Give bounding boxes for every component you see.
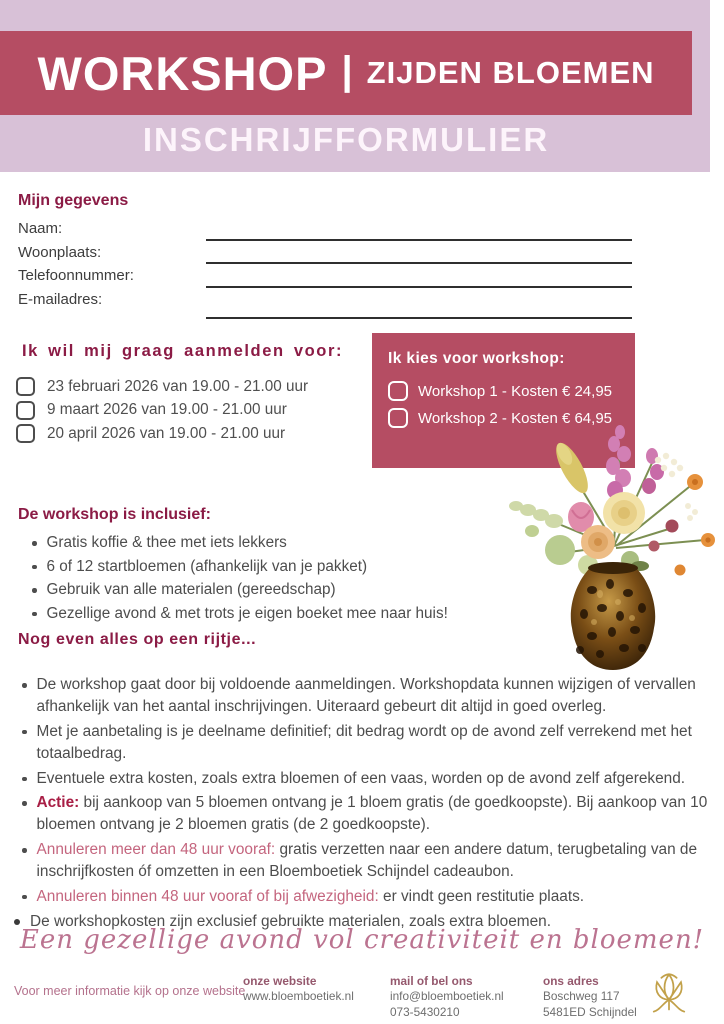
summary-heading: Nog even alles op een rijtje... [18,631,257,648]
form-field-row [18,264,632,288]
bullet-dot [22,801,27,806]
fill-in-line[interactable] [206,250,632,264]
flower-bouquet-image [502,418,724,674]
list-item-rest: bij aankoop van 5 bloemen ontvang je 1 bloem gratis (de goedkoopste). Bij aankoop van 10 bloemen ontvang je 2 bloemen gratis (de 2 goedkoopste). [36,794,708,834]
included-section [18,506,518,628]
bullet-dot [32,588,37,593]
list-item-text: Gezellige avond & met trots je eigen boeket mee naar huis! [46,604,448,622]
list-item-rest: Met je aanbetaling is je deelname definitief; dit bedrag wordt op de avond zelf verrekend met het totaalbedrag. [36,722,692,762]
list-item-lead: Annuleren meer dan 48 uur vooraf: [36,841,276,859]
list-item [22,674,714,718]
list-item [22,792,714,836]
date-checkbox[interactable] [16,401,35,420]
title-main: WORKSHOP [37,46,328,100]
personal-details-fields [18,217,632,311]
field-label: Woonplaats: [18,243,102,261]
workshop-choice-heading: Ik kies voor workshop: [388,350,565,367]
list-item [32,580,518,601]
list-item-rest: De workshopkosten zijn exclusief gebruikte materialen, zoals extra bloemen. [30,912,551,930]
form-field-row [18,288,632,312]
summary-section-heading-wrap [18,631,256,649]
list-item-text: Gebruik van alle materialen (gereedschap) [46,581,336,599]
bullet-dot [22,730,27,735]
included-heading: De workshop is inclusief: [18,506,211,523]
date-checkbox[interactable] [16,377,35,396]
workshop-option-label: Workshop 1 - Kosten € 24,95 [418,382,613,400]
bullet-dot [14,919,20,925]
list-item-rest: gratis verzetten naar een andere datum, terugbetaling van de inschrijfkosten óf omzetten in een Bloemboetiek Schijndel cadeaubon. [36,841,698,880]
footer-column-line[interactable]: info@bloemboetiek.nl [390,989,504,1004]
date-checkbox[interactable] [16,424,35,443]
field-label: Naam: [18,220,63,238]
bullet-dot [22,848,27,853]
list-item [22,839,714,883]
fill-in-line[interactable] [206,227,632,241]
workshop-checkbox[interactable] [388,408,408,428]
field-label: Telefoonnummer: [18,267,134,285]
title-separator: | [341,48,353,93]
signup-dates-heading: Ik wil mij graag aanmelden voor: [22,342,344,360]
date-option-label: 9 maart 2026 van 19.00 - 21.00 uur [47,401,287,418]
list-item [22,886,714,908]
list-item-text: 6 of 12 startbloemen (afhankelijk van je pakket) [46,557,368,575]
bullet-dot [22,777,27,782]
list-item-rest: er vindt geen restitutie plaats. [378,887,585,905]
footer-column-line[interactable]: www.bloemboetiek.nl [243,989,354,1004]
footer-column-label: ons adres [543,974,599,988]
list-item-lead: Annuleren binnen 48 uur vooraf of bij afwezigheid: [36,887,379,905]
personal-details-section [18,192,632,311]
summary-list [22,674,714,936]
footer-column [390,974,543,1020]
list-item [22,768,714,790]
form-field-row [18,241,632,265]
list-item [32,533,518,554]
tagline-script-text: Een gezellige avond vol creativiteit en bloemen! [19,925,705,955]
date-option-label: 20 april 2026 van 19.00 - 21.00 uur [47,424,286,442]
list-item-rest: Eventuele extra kosten, zoals extra bloemen of een vaas, worden op de avond zelf afgerekend. [36,769,686,787]
footer-column [243,974,390,1020]
list-item-text [37,886,585,908]
included-list [32,533,518,625]
date-option-row [16,401,362,420]
fill-in-line[interactable] [206,315,632,319]
list-item-text [37,721,715,765]
title-sub: ZIJDEN BLOEMEN [366,55,655,90]
personal-details-heading: Mijn gegevens [18,192,129,209]
footer-column-line[interactable]: 073-5430210 [390,1004,460,1019]
list-item-text [37,768,686,790]
footer-info-text: Voor meer informatie kijk op onze website [14,984,246,998]
workshop-option-row [388,381,619,401]
footer-column-line: 5481ED Schijndel [543,1004,637,1019]
date-option-label: 23 februari 2026 van 19.00 - 21.00 uur [47,377,309,395]
field-label: E-mailadres: [18,290,103,308]
signup-dates-section [22,342,362,448]
signup-date-options [16,377,362,443]
bullet-dot [32,541,37,546]
lotus-flower-icon [646,968,692,1016]
list-item-text [37,839,715,883]
list-item-rest: De workshop gaat door bij voldoende aanmeldingen. Workshopdata kunnen wijzigen of vervallen afhankelijk van het aantal inschrijvingen. Uiteraard gebeurt dit altijd in goed overleg. [36,676,696,715]
bullet-dot [22,683,27,688]
bullet-dot [22,895,27,900]
list-item-text [37,792,715,836]
footer-column-label: mail of bel ons [390,974,473,988]
bullet-dot [32,612,37,617]
list-item-text [37,674,715,718]
form-subtitle: INSCHRIJFFORMULIER [142,121,550,158]
date-option-row [16,377,362,396]
list-item-text: Gratis koffie & thee met iets lekkers [46,534,287,551]
footer-contact-columns [243,974,675,1020]
fill-in-line[interactable] [206,274,632,288]
list-item [32,557,518,578]
footer-column-line: Boschweg 117 [543,989,620,1004]
footer-column-label: onze website [243,974,317,988]
bullet-dot [32,565,37,570]
list-item [22,721,714,765]
form-field-row [18,217,632,241]
workshop-option-label: Workshop 2 - Kosten € 64,95 [418,409,613,427]
workshop-checkbox[interactable] [388,381,408,401]
title-banner [0,31,692,115]
date-option-row [16,424,362,443]
list-item-lead: Actie: [36,794,80,812]
list-item [32,604,518,625]
